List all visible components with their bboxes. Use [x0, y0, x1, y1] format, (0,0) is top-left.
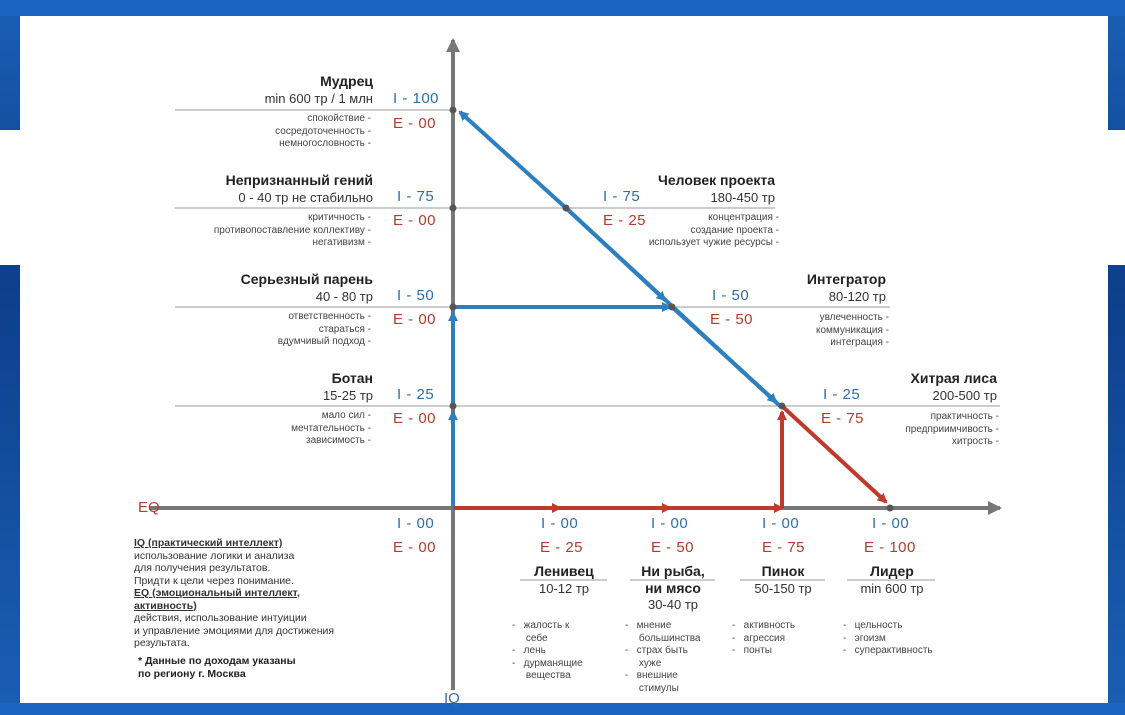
sage-name: Мудрец — [320, 73, 373, 89]
trait-line: - эгоизм — [843, 632, 886, 644]
lazy-e-value: E - 25 — [540, 539, 584, 556]
fox-i-value: I - 25 — [823, 386, 861, 403]
node-nerd — [450, 403, 457, 410]
nerd-e-value: E - 00 — [393, 410, 437, 427]
trait-line: вдумчивый подход - — [277, 336, 371, 347]
trait-line: коммуникация - — [815, 324, 889, 336]
sage-i-value: I - 100 — [393, 90, 440, 107]
fox-name: Хитрая лиса — [910, 370, 997, 386]
legend-eq-line: действия, использование интуиции — [134, 612, 307, 624]
node-serious — [450, 304, 457, 311]
genius-i-value: I - 75 — [397, 188, 435, 205]
legend-iq-title: IQ (практический интеллект) — [134, 537, 283, 549]
trait-line: - жалость к — [512, 620, 570, 631]
integrator-income: 80-120 тр — [828, 289, 886, 304]
genius-name: Непризнанный гений — [225, 172, 373, 188]
trait-line: - мнение — [625, 620, 672, 631]
sage-income: min 600 тр / 1 млн — [264, 91, 373, 106]
sage-e-value: E - 00 — [393, 115, 437, 132]
trait-line: большинства — [638, 632, 701, 644]
node-fox — [779, 403, 786, 410]
nerd-i-value: I - 25 — [397, 386, 435, 403]
integrator-e-value: E - 50 — [710, 311, 754, 328]
trait-line: сосредоточенность - — [275, 125, 371, 137]
legend-iq-line: использование логики и анализа — [134, 549, 295, 562]
trait-line: - дурманящие — [512, 657, 583, 669]
serious-income: 40 - 80 тр — [315, 289, 373, 304]
legend-iq-line: для получения результатов. — [134, 562, 271, 574]
project-traits — [649, 212, 779, 250]
trait-line: - страх быть — [625, 645, 688, 656]
project-i-value: I - 75 — [603, 188, 641, 205]
fox-income: 200-500 тр — [932, 388, 997, 403]
genius-e-value: E - 00 — [393, 212, 437, 229]
trait-line: создание проекта - — [690, 224, 779, 236]
trait-line: предприимчивость - — [905, 423, 999, 435]
fox-e-value: E - 75 — [821, 410, 865, 427]
kick-i-value: I - 00 — [762, 515, 800, 532]
lazy-i-value: I - 00 — [541, 515, 579, 532]
trait-line: - лень — [512, 645, 546, 656]
trait-line: мечтательность - — [291, 422, 371, 434]
nerd-name: Ботан — [331, 370, 373, 386]
trait-line: - цельность — [843, 620, 903, 631]
leader-i-value: I - 00 — [872, 515, 910, 532]
kick-traits — [732, 620, 795, 658]
neither-name-line-1: Ни рыба, — [641, 563, 705, 579]
project-income: 180-450 тр — [710, 190, 775, 205]
trait-line: критичность - — [308, 212, 371, 223]
blue-arrow-diag-to-project — [460, 112, 566, 208]
trait-line: стимулы — [638, 682, 679, 694]
node-integrator — [669, 304, 676, 311]
legend-eq-title: EQ (эмоциональный интеллект, — [134, 587, 300, 599]
nerd-traits — [291, 410, 371, 448]
trait-line: - суперактивность — [843, 645, 933, 656]
trait-line: вещества — [525, 670, 571, 681]
trait-line: концентрация - — [708, 212, 779, 223]
sage-traits — [275, 113, 371, 151]
trait-line: негативизм - — [312, 237, 371, 248]
leader-e-value: E - 100 — [864, 539, 916, 556]
trait-line: увлеченность - — [819, 312, 889, 323]
leader-traits — [843, 620, 933, 658]
trait-line: спокойствие - — [307, 113, 371, 124]
lazy-traits — [512, 620, 583, 683]
trait-line: - агрессия — [732, 632, 786, 644]
integrator-i-value: I - 50 — [712, 287, 750, 304]
legend-eq-line: и управление эмоциями для достижения — [134, 624, 335, 637]
trait-line: - внешние — [625, 670, 678, 681]
serious-i-value: I - 50 — [397, 287, 435, 304]
trait-line: использует чужие ресурсы - — [648, 237, 779, 248]
origin-i-value: I - 00 — [397, 515, 435, 532]
trait-line: хитрость - — [951, 436, 999, 447]
legend-eq-line: результата. — [134, 637, 190, 649]
trait-line: - активность — [732, 620, 796, 631]
trait-line: практичность - — [930, 411, 999, 422]
income-note-line-1: * Данные по доходам указаны — [138, 655, 296, 667]
neither-income: 30-40 тр — [647, 597, 699, 612]
kick-e-value: E - 75 — [762, 539, 806, 556]
nerd-income: 15-25 тр — [322, 388, 373, 403]
legend-block — [134, 537, 334, 650]
lazy-name: Ленивец — [534, 563, 594, 579]
trait-line: немногословность - — [279, 138, 371, 149]
serious-traits — [278, 311, 371, 349]
neither-name-line-2: ни мясо — [645, 580, 701, 596]
genius-income: 0 - 40 тр не стабильно — [238, 190, 373, 205]
project-name: Человек проекта — [658, 172, 775, 188]
legend-iq-line: Придти к цели через понимание. — [134, 574, 294, 587]
genius-traits — [214, 212, 371, 250]
neither-traits — [625, 620, 701, 695]
fox-traits — [905, 411, 999, 449]
project-e-value: E - 25 — [603, 212, 647, 229]
node-sage — [450, 107, 457, 114]
trait-line: мало сил - — [321, 410, 371, 421]
node-leader — [887, 505, 894, 512]
kick-income: 50-150 тр — [754, 581, 812, 596]
trait-line: хуже — [638, 657, 662, 669]
legend-eq-title-2: активность) — [134, 599, 197, 612]
serious-e-value: E - 00 — [393, 311, 437, 328]
y-axis-label: IQ — [444, 690, 460, 707]
trait-line: интеграция - — [830, 337, 889, 348]
neither-e-value: E - 50 — [651, 539, 695, 556]
trait-line: зависимость - — [306, 435, 371, 446]
income-note-line-2: по региону г. Москва — [138, 668, 246, 680]
node-project — [563, 205, 570, 212]
x-axis-label: EQ — [138, 499, 160, 516]
neither-i-value: I - 00 — [651, 515, 689, 532]
lazy-income: 10-12 тр — [538, 581, 590, 596]
income-note — [138, 655, 296, 681]
trait-line: ответственность - — [288, 311, 371, 322]
origin-e-value: E - 00 — [393, 539, 437, 556]
node-genius — [450, 205, 457, 212]
leader-income: min 600 тр — [860, 581, 924, 596]
trait-line: стараться - — [318, 323, 371, 335]
trait-line: - понты — [732, 645, 772, 656]
trait-line: себе — [525, 632, 548, 644]
serious-name: Серьезный парень — [240, 271, 373, 287]
integrator-name: Интегратор — [806, 271, 886, 287]
integrator-traits — [816, 312, 889, 350]
trait-line: противопоставление коллективу - — [213, 224, 371, 236]
kick-name: Пинок — [761, 563, 805, 579]
leader-name: Лидер — [870, 563, 914, 579]
